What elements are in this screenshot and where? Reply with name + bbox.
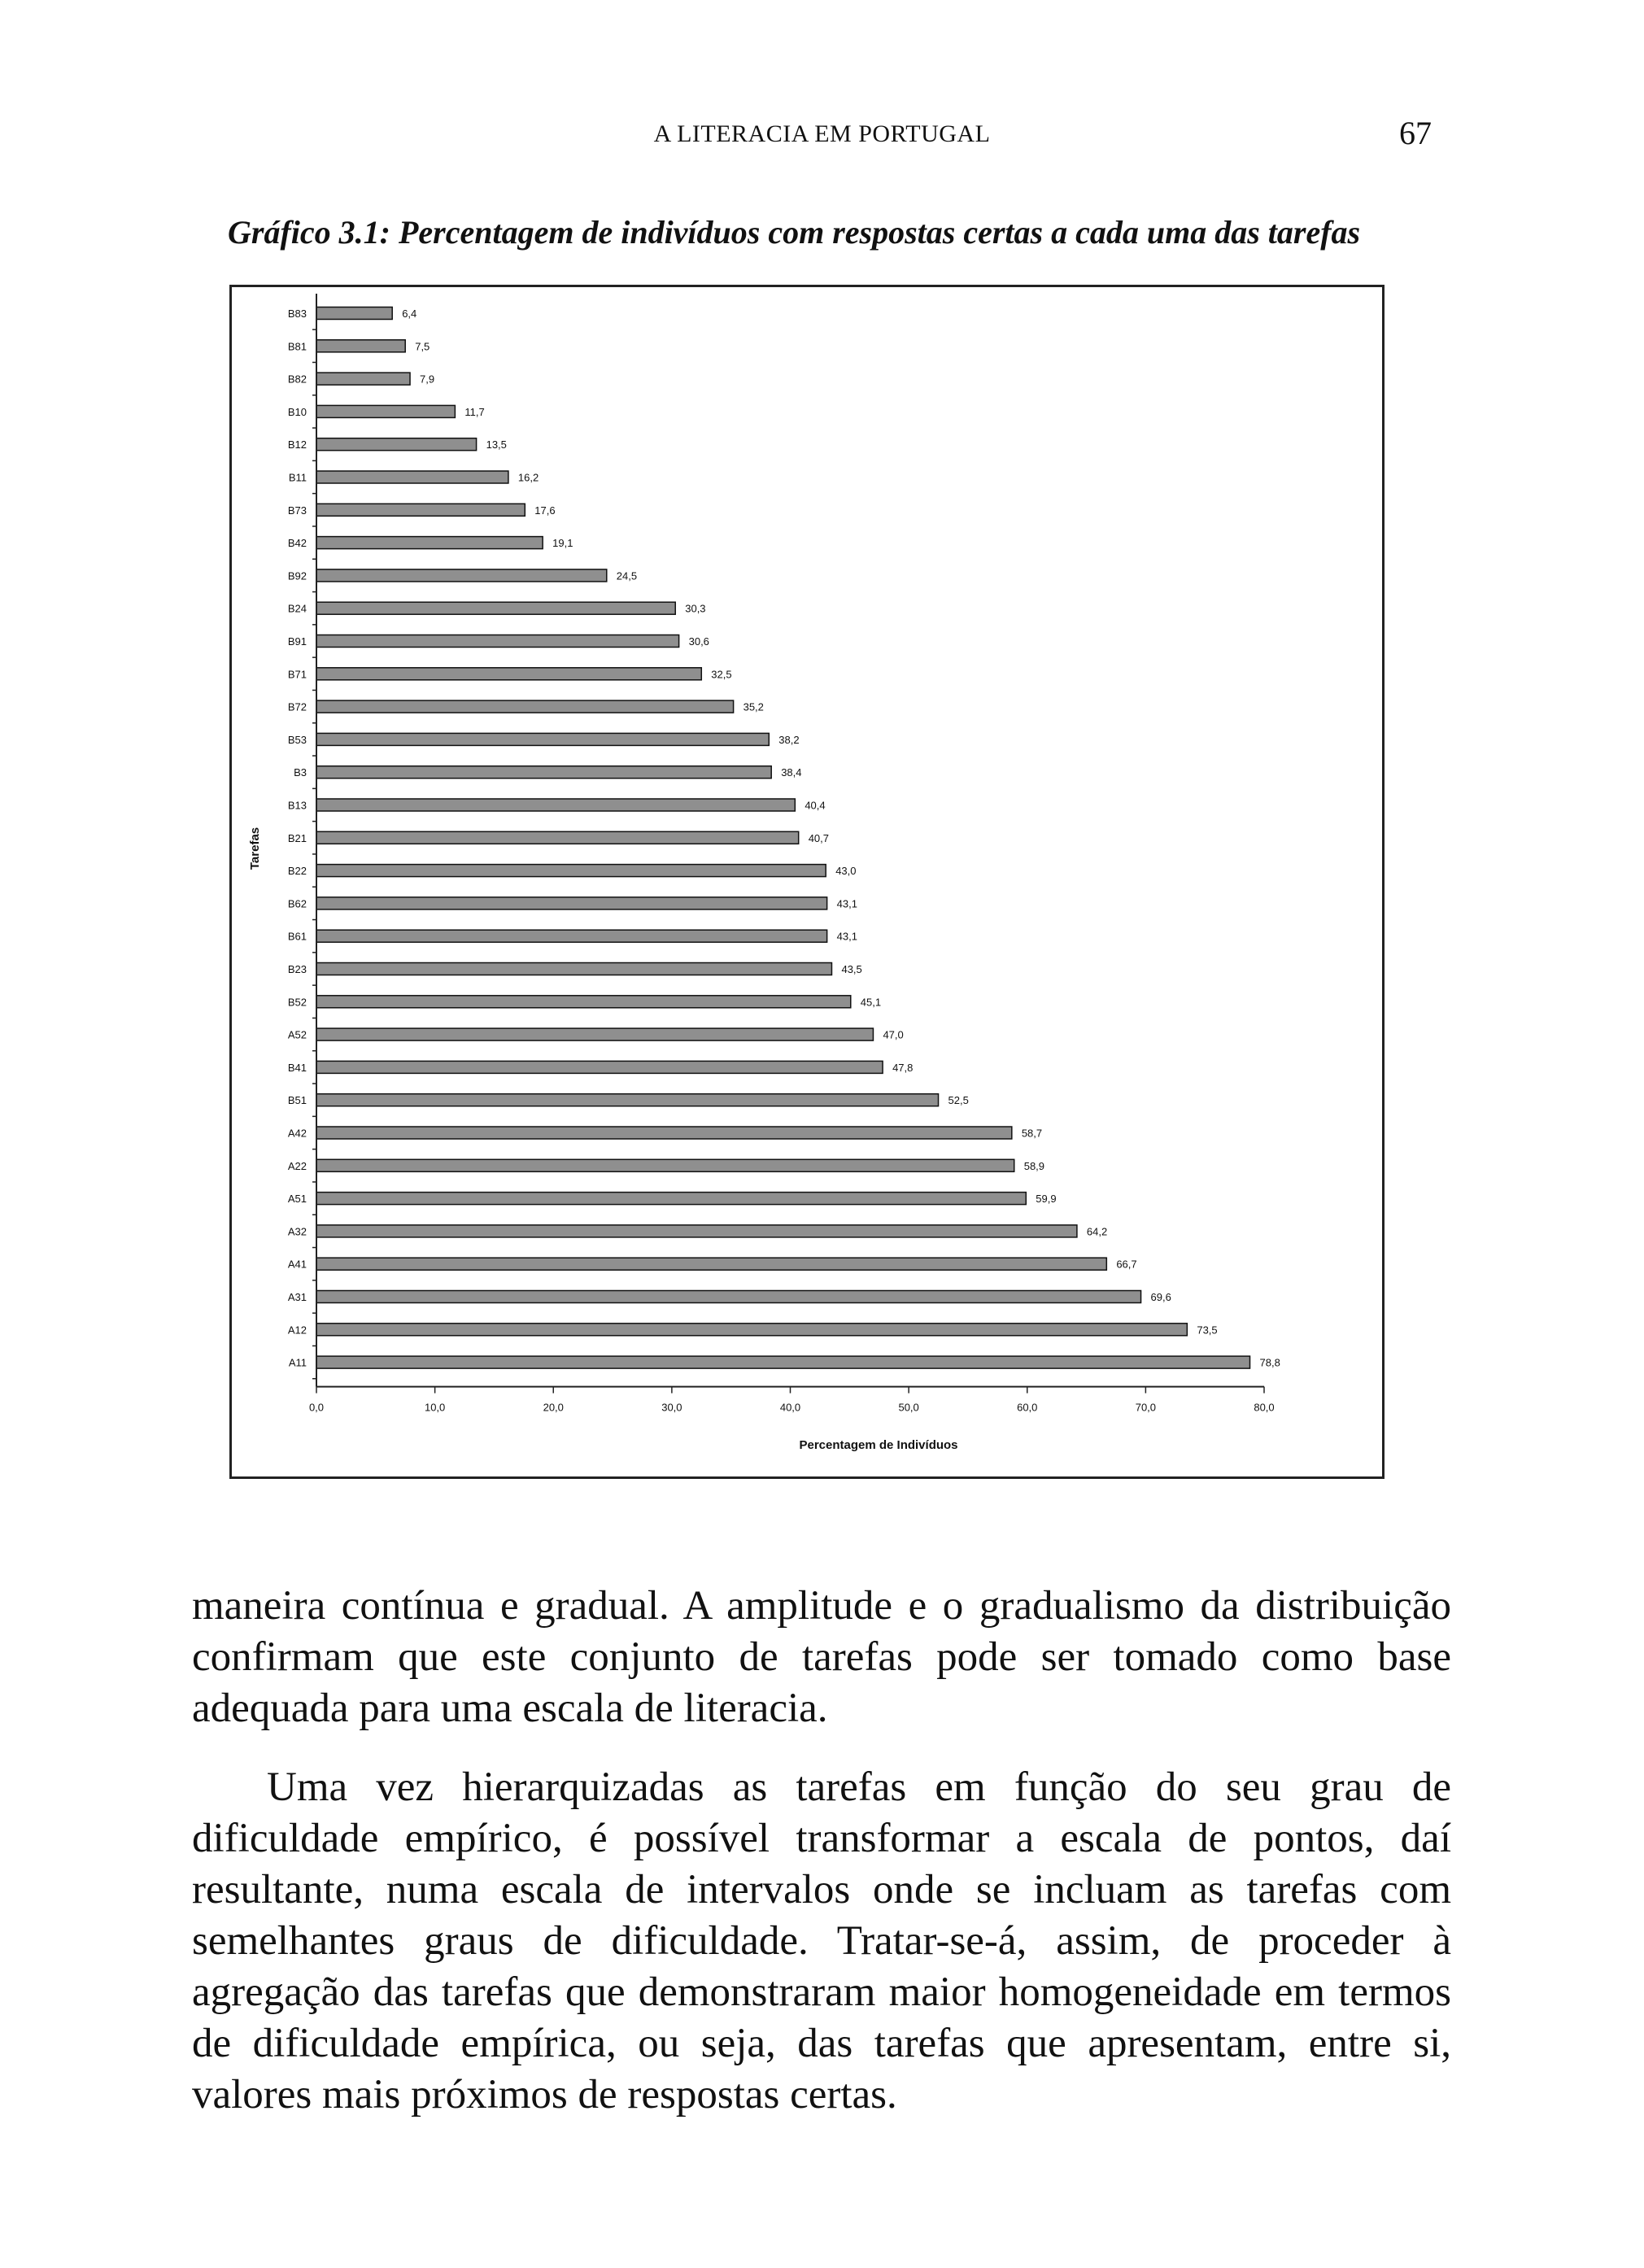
bar-value-label: 43,1 [836,930,857,943]
bar-chart [232,287,1387,1481]
bar-value-label: 13,5 [486,438,507,451]
y-tick-label: A52 [287,1028,307,1041]
y-tick-label: A42 [287,1127,307,1140]
x-tick-label: 0,0 [308,1401,325,1414]
x-tick-label: 20,0 [543,1401,564,1414]
bar [316,831,799,844]
x-axis-ticks [309,1387,1275,1414]
bar [316,1159,1014,1171]
y-tick-label: A11 [288,1356,307,1369]
bar [316,963,831,975]
bar-value-label: 47,0 [883,1028,904,1041]
bar [316,733,769,745]
y-tick-label: B92 [287,569,307,582]
y-tick-label: B51 [287,1094,307,1107]
bar-value-label: 16,2 [517,471,539,484]
bar-value-label: 30,6 [688,635,709,648]
bar [316,307,392,320]
bar [316,1291,1141,1303]
body-paragraph-2: Uma vez hierarquizadas as tarefas em função do seu grau de dificuldade empírico, é possível transformar a escala de pontos, daí resultante, numa escala de intervalos onde se incluam as tarefas com semelhantes graus de dificuldade. Tratar-se-á, assim, de proceder à agregação das tarefas que demonstraram maior homogeneidade em termos de dificuldade empírica, ou seja, das tarefas que apresentam, entre si, valores mais próximos de respostas certas. [192,1764,1451,2118]
y-tick-label: B82 [287,373,307,386]
bar-value-label: 59,9 [1036,1193,1057,1206]
y-tick-label: A32 [287,1225,307,1238]
bar-value-label: 78,8 [1259,1356,1280,1369]
bars-group [288,307,1280,1379]
bar-value-label: 24,5 [616,569,638,582]
y-tick-label: B21 [287,831,307,844]
bar-value-label: 7,9 [420,373,435,386]
bar [316,996,851,1008]
figure-caption: Gráfico 3.1: Percentagem de indivíduos com respostas certas a cada uma das tarefas [228,214,1361,251]
y-tick-label: B13 [287,799,307,812]
y-tick-label: B81 [287,340,307,353]
bar-value-label: 11,7 [464,405,485,418]
y-tick-label: B11 [288,471,307,484]
x-axis-title: Percentagem de Indivíduos [799,1438,958,1452]
bar-value-label: 47,8 [892,1061,914,1074]
bar [316,537,543,549]
y-tick-label: B52 [287,996,307,1009]
bar [316,700,734,713]
bar [316,340,405,352]
x-tick-label: 30,0 [661,1401,682,1414]
y-tick-label: A31 [287,1291,307,1303]
bar-value-label: 38,2 [778,733,800,746]
bar-value-label: 40,7 [808,831,830,844]
x-tick-label: 40,0 [779,1401,801,1414]
bar-value-label: 30,3 [685,602,706,615]
y-tick-label: B24 [287,602,307,615]
bar-value-label: 66,7 [1116,1258,1137,1271]
bar-value-label: 32,5 [711,668,732,681]
bar-value-label: 58,7 [1021,1127,1043,1140]
bar-value-label: 52,5 [948,1094,969,1107]
bar [316,1193,1026,1205]
bar-value-label: 19,1 [552,537,573,550]
x-tick-label: 60,0 [1017,1401,1038,1414]
y-tick-label: B73 [287,504,307,517]
y-tick-label: B41 [287,1061,307,1074]
bar-value-label: 40,4 [805,799,826,812]
x-tick-label: 80,0 [1254,1401,1275,1414]
y-tick-label: A41 [287,1258,307,1271]
bar-value-label: 58,9 [1023,1159,1045,1172]
bar-value-label: 43,1 [836,897,857,910]
y-tick-label: B71 [287,668,307,681]
bar [316,1225,1077,1237]
page-number: 67 [1399,115,1432,151]
bar [316,766,771,779]
bar [316,635,679,648]
bar [316,668,701,680]
x-tick-label: 50,0 [898,1401,919,1414]
bar [316,1258,1106,1270]
y-tick-label: B61 [287,930,307,943]
y-tick-label: B42 [287,537,307,550]
y-tick-label: B3 [294,766,307,779]
bar [316,373,410,385]
y-tick-label: B83 [287,307,307,320]
bar [316,865,826,877]
bar [316,1356,1250,1368]
body-paragraph-1: maneira contínua e gradual. A amplitude e o gradualismo da distribuição confirmam que este conjunto de tarefas pode ser tomado como base adequada para uma escala de literacia. [192,1583,1451,1731]
bar-value-label: 69,6 [1150,1291,1171,1303]
bar-value-label: 73,5 [1197,1324,1218,1337]
bar [316,1061,883,1073]
bar-value-label: 17,6 [534,504,556,517]
y-tick-label: B72 [287,700,307,713]
bar [316,897,827,909]
y-tick-label: B23 [287,963,307,975]
y-tick-label: B10 [287,405,307,418]
bar [316,504,525,516]
y-tick-label: A12 [287,1324,307,1337]
y-tick-label: B91 [287,635,307,648]
x-tick-label: 10,0 [424,1401,446,1414]
bar-value-label: 45,1 [860,996,882,1009]
y-tick-label: B22 [287,865,307,878]
y-tick-label: A51 [287,1193,307,1206]
bar-value-label: 43,0 [835,865,857,878]
bar [316,799,795,811]
bar-value-label: 64,2 [1086,1225,1108,1238]
y-tick-label: B53 [287,733,307,746]
bar [316,438,477,451]
bar-value-label: 35,2 [743,700,764,713]
y-axis-title: Tarefas [248,827,262,870]
y-tick-label: B12 [287,438,307,451]
bar [316,471,508,483]
running-head: A LITERACIA EM PORTUGAL [653,120,991,147]
bar-value-label: 7,5 [415,340,430,353]
y-tick-label: B62 [287,897,307,910]
bar [316,569,607,582]
y-tick-label: A22 [287,1159,307,1172]
bar [316,1094,939,1106]
bar-value-label: 38,4 [781,766,802,779]
bar [316,602,675,614]
bar-value-label: 43,5 [841,963,862,975]
bar [316,930,827,942]
bar [316,1324,1187,1336]
bar [316,1028,873,1040]
x-tick-label: 70,0 [1135,1401,1157,1414]
chart-frame [229,285,1385,1479]
bar-value-label: 6,4 [402,307,417,320]
bar [316,405,455,417]
bar [316,1127,1012,1139]
